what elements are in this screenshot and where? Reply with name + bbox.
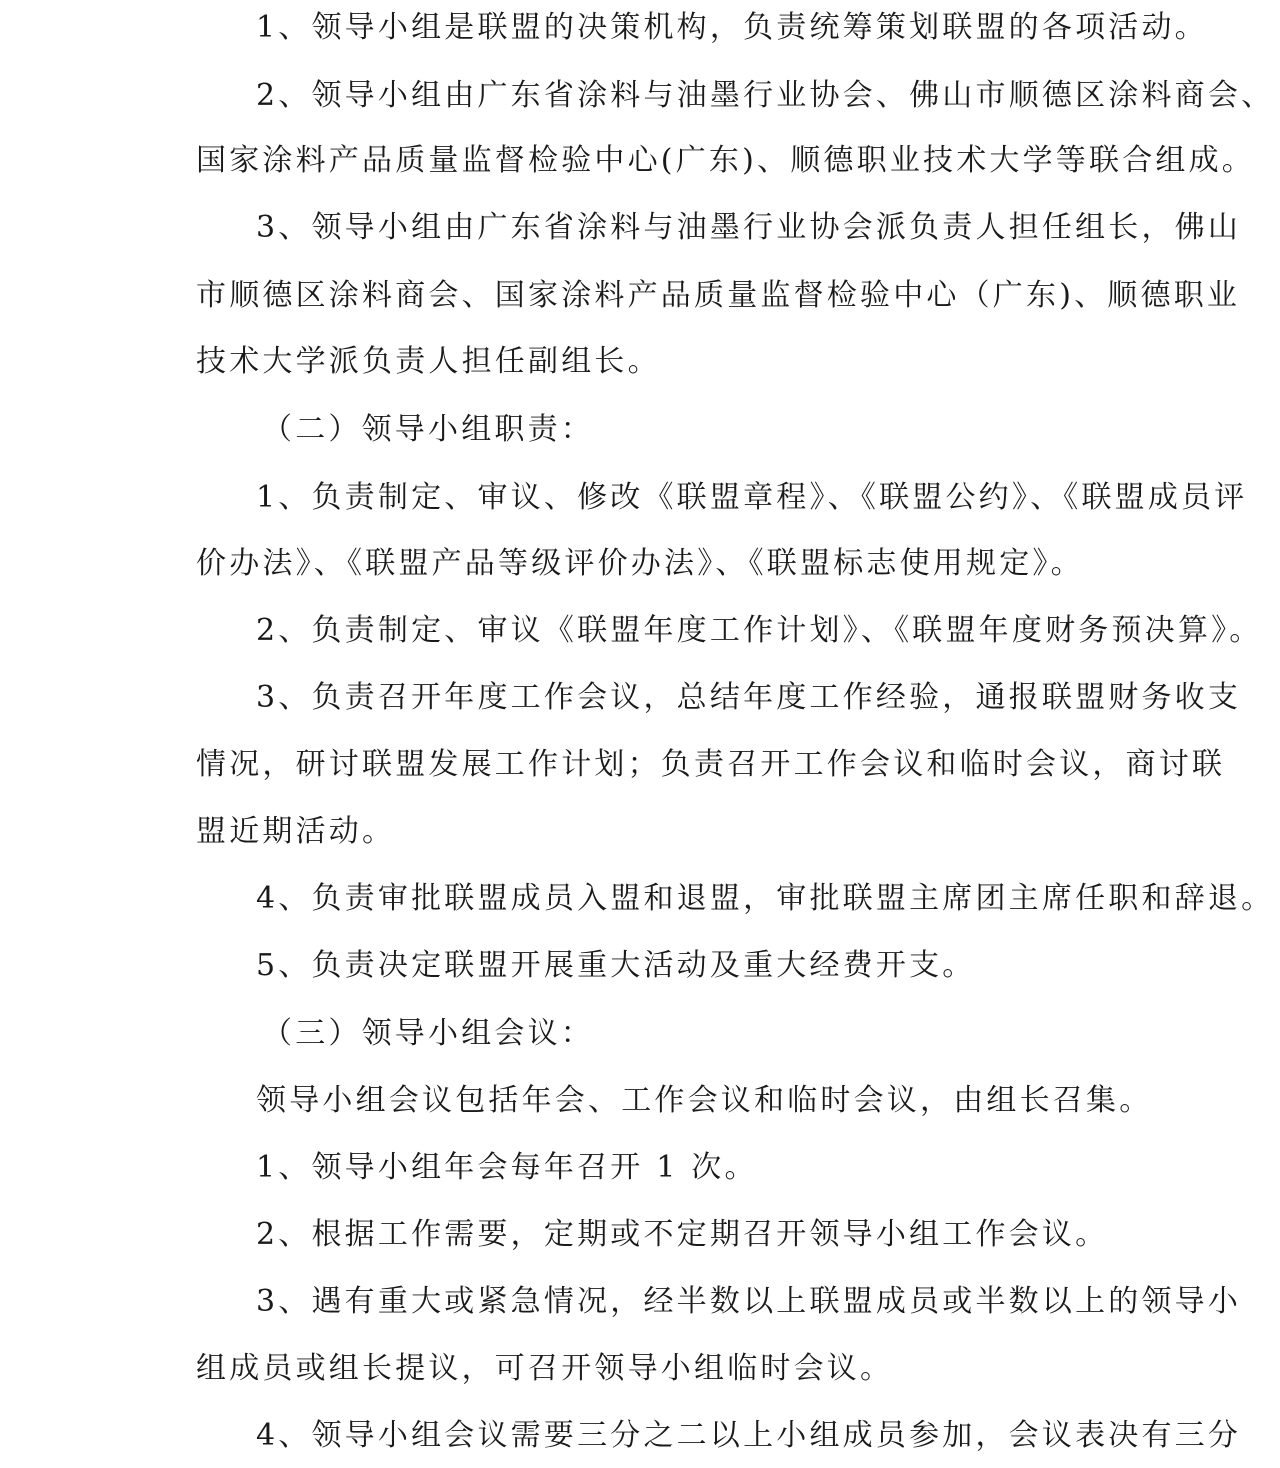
paragraph-line: 4、领导小组会议需要三分之二以上小组成员参加，会议表决有三分 [256,1418,1242,1453]
section-heading: （二）领导小组职责： [262,412,594,447]
paragraph-line: 3、领导小组由广东省涂料与油墨行业协会派负责人担任组长，佛山 [256,210,1242,245]
paragraph-line: 国家涂料产品质量监督检验中心(广东)、顺德职业技术大学等联合组成。 [196,143,1256,178]
paragraph-line: 1、负责制定、审议、修改《联盟章程》、《联盟公约》、《联盟成员评 [256,480,1248,515]
paragraph-line: 3、遇有重大或紧急情况，经半数以上联盟成员或半数以上的领导小 [256,1284,1242,1319]
paragraph-line: 技术大学派负责人担任副组长。 [196,344,661,379]
paragraph-line: 1、领导小组年会每年召开 1 次。 [256,1150,758,1185]
paragraph-line: 4、负责审批联盟成员入盟和退盟，审批联盟主席团主席任职和辞退。 [256,881,1275,916]
paragraph-line: 市顺德区涂料商会、国家涂料产品质量监督检验中心（广东)、顺德职业 [196,278,1241,313]
paragraph-line: 价办法》、《联盟产品等级评价办法》、《联盟标志使用规定》。 [196,546,1084,581]
paragraph-line: 2、领导小组由广东省涂料与油墨行业协会、佛山市顺德区涂料商会、 [256,78,1275,113]
section-heading: （三）领导小组会议： [262,1016,594,1051]
paragraph-line: 情况，研讨联盟发展工作计划；负责召开工作会议和临时会议，商讨联 [196,747,1226,782]
paragraph-line: 2、负责制定、审议《联盟年度工作计划》、《联盟年度财务预决算》。 [256,613,1263,648]
paragraph-line: 盟近期活动。 [196,814,396,849]
paragraph-line: 5、负责决定联盟开展重大活动及重大经费开支。 [256,948,976,983]
paragraph-line: 3、负责召开年度工作会议，总结年度工作经验，通报联盟财务收支 [256,680,1242,715]
paragraph-line: 领导小组会议包括年会、工作会议和临时会议，由组长召集。 [256,1083,1153,1118]
paragraph-line: 2、根据工作需要，定期或不定期召开领导小组工作会议。 [256,1217,1109,1252]
paragraph-line: 组成员或组长提议，可召开领导小组临时会议。 [196,1351,894,1386]
paragraph-line: 1、领导小组是联盟的决策机构，负责统筹策划联盟的各项活动。 [256,10,1208,45]
